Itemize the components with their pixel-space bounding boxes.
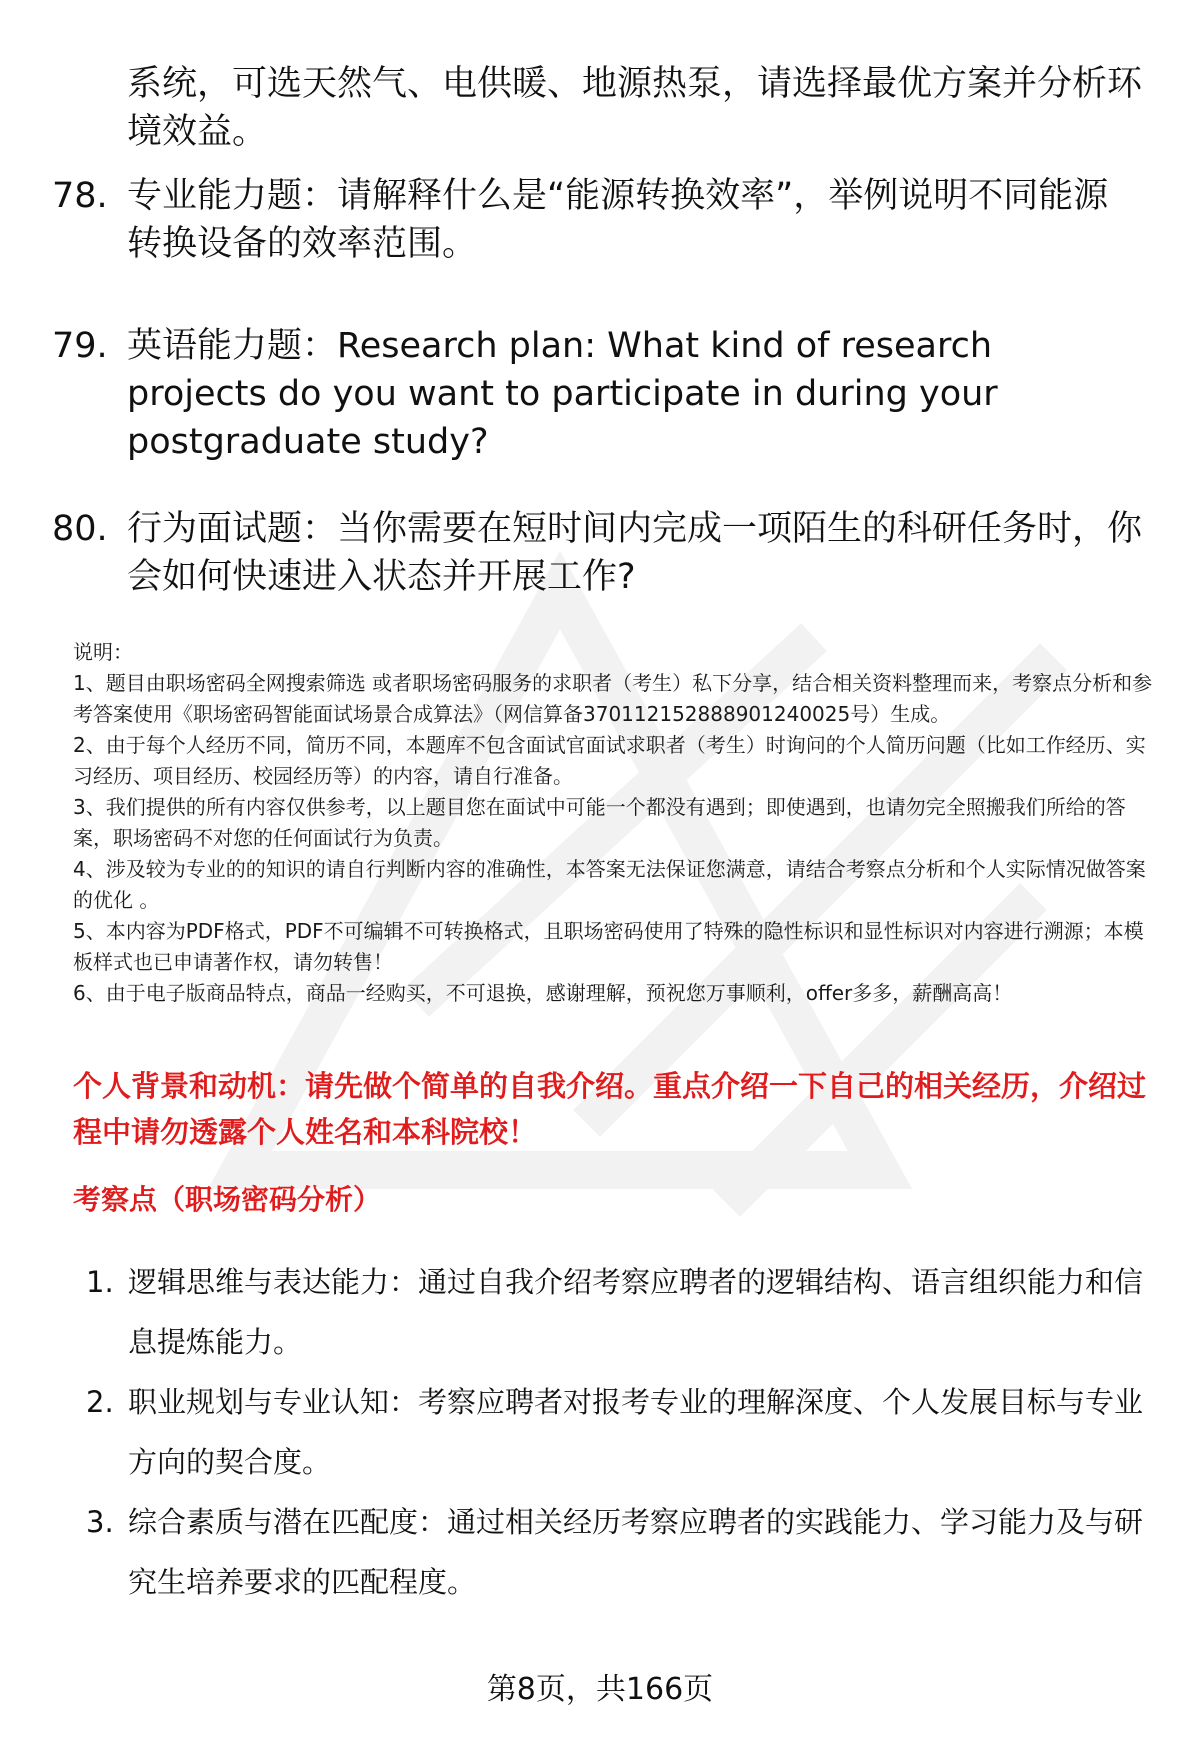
question-number: 79. [52,326,108,366]
analysis-point [0,1372,1200,1492]
point-number: 3. [86,1505,114,1539]
notes-block [73,637,1158,1009]
note-item: 3、我们提供的所有内容仅供参考，以上题目您在面试中可能一个都没有遇到；即使遇到，也请勿完全照搬我们所给的答案，职场密码不对您的任何面试行为负责。 [73,795,1126,850]
note-item: 5、本内容为PDF格式，PDF不可编辑不可转换格式，且职场密码使用了特殊的隐性标识和显性标识对内容进行溯源；本模板样式也已申请著作权，请勿转售！ [73,919,1144,974]
question-text: 英语能力题：Research plan: What kind of research projects do you want to participate in during your postgraduate study? [127,326,998,462]
point-number: 2. [86,1385,114,1419]
analysis-point [0,1492,1200,1612]
point-text: 职业规划与专业认知：考察应聘者对报考专业的理解深度、个人发展目标与专业方向的契合度。 [128,1385,1144,1479]
note-item: 2、由于每个人经历不同，简历不同，本题库不包含面试官面试求职者（考生）时询问的个人简历问题（比如工作经历、实习经历、项目经历、校园经历等）的内容，请自行准备。 [73,733,1146,788]
point-text: 综合素质与潜在匹配度：通过相关经历考察应聘者的实践能力、学习能力及与研究生培养要求的匹配程度。 [128,1505,1144,1599]
note-item: 6、由于电子版商品特点，商品一经购买，不可退换，感谢理解，预祝您万事顺利，offer多多，薪酬高高！ [73,981,1013,1005]
point-number: 1. [86,1265,114,1299]
question-number: 78. [52,176,108,216]
notes-title: 说明： [73,640,133,664]
question-number: 80. [52,509,108,549]
analysis-points-list [0,1252,1200,1612]
note-item: 4、涉及较为专业的的知识的请自行判断内容的准确性，本答案无法保证您满意，请结合考察点分析和个人实际情况做答案的优化 。 [73,857,1146,912]
question-text: 专业能力题：请解释什么是“能源转换效率”，举例说明不同能源转换设备的效率范围。 [127,176,1109,264]
page-footer: 第8页，共166页 [486,1672,714,1707]
question-text: 行为面试题：当你需要在短时间内完成一项陌生的科研任务时，你会如何快速进入状态并开展工作? [127,509,1143,597]
note-item: 1、题目由职场密码全网搜索筛选 或者职场密码服务的求职者（考生）私下分享，结合相关资料整理而来，考察点分析和参考答案使用《职场密码智能面试场景合成算法》（网信算备370112152888901240025号）生成。 [73,671,1153,726]
analysis-heading: 考察点（职场密码分析） [73,1183,382,1216]
analysis-point [0,1252,1200,1372]
continued-question-text: 系统，可选天然气、电供暖、地源热泵，请选择最优方案并分析环境效益。 [127,64,1143,152]
featured-question: 个人背景和动机：请先做个简单的自我介绍。重点介绍一下自己的相关经历，介绍过程中请勿透露个人姓名和本科院校！ [73,1069,1147,1149]
point-text: 逻辑思维与表达能力：通过自我介绍考察应聘者的逻辑结构、语言组织能力和信息提炼能力。 [128,1265,1144,1359]
